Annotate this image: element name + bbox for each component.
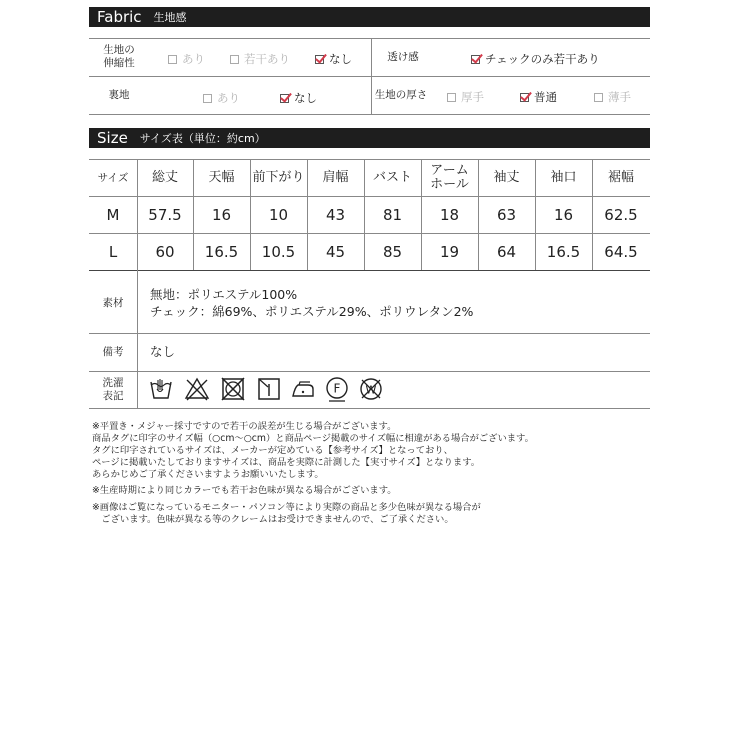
thickness-label: 生地の厚さ [374, 89, 428, 101]
neck-width-column-header: 天幅 [208, 169, 235, 185]
fabric-title: Fabric [97, 8, 142, 26]
note-line: ※平置き・メジャー採寸ですので若干の誤差が生じる場合がございます。 [92, 421, 397, 432]
hand-wash-icon [148, 376, 174, 402]
checkbox-icon [230, 55, 239, 64]
armhole-column-header: アーム ホール [430, 162, 469, 192]
stretch-option-slight: 若干あり [230, 51, 290, 67]
table-cell: 10 [268, 205, 289, 224]
thickness-option-thin: 薄手 [594, 89, 631, 105]
sheer-label: 透け感 [387, 51, 419, 63]
checkbox-checked-icon [520, 93, 529, 102]
table-cell: 16 [553, 205, 574, 224]
material-line-check: チェック：綿69%、ポリエステル29%、ポリウレタン2% [150, 304, 474, 319]
dry-clean-f-icon [324, 376, 350, 402]
note-line: ※画像はご覧になっているモニター・パソコン等により実際の商品と多少色味が異なる場合が [92, 502, 481, 513]
size-header-bar [89, 128, 650, 148]
size-title: Size [97, 129, 128, 147]
divider [89, 76, 650, 77]
table-cell: 16.5 [204, 242, 239, 261]
divider [371, 38, 372, 114]
lining-option-none: なし [280, 90, 317, 106]
divider [89, 38, 650, 39]
divider [89, 270, 650, 271]
divider [89, 371, 650, 372]
table-cell: 64 [496, 242, 517, 261]
checkbox-icon [447, 93, 456, 102]
hem-width-column-header: 裾幅 [607, 169, 634, 185]
table-cell: 10.5 [261, 242, 296, 261]
table-cell: 62.5 [604, 205, 638, 224]
note-line: ※生産時期により同じカラーでも若干お色味が異なる場合がございます。 [92, 485, 397, 496]
table-cell: 60 [155, 242, 175, 261]
table-cell: L [108, 242, 118, 261]
checkbox-checked-icon [315, 55, 324, 64]
material-text [150, 286, 473, 320]
care-label: 洗濯 表記 [102, 377, 124, 402]
divider [137, 270, 138, 408]
lining-option-yes: あり [203, 90, 240, 106]
table-cell: 43 [325, 205, 346, 224]
no-tumble-dry-icon [220, 376, 246, 402]
table-cell: 45 [325, 242, 346, 261]
divider [89, 333, 650, 334]
table-cell: 57.5 [148, 205, 182, 224]
table-cell: 85 [382, 242, 403, 261]
divider [89, 408, 650, 409]
bust-column-header: バスト [372, 169, 412, 185]
no-wet-clean-icon [358, 376, 384, 402]
line-dry-shade-icon [256, 376, 282, 402]
size-subtitle: サイズ表（単位：約cm） [139, 132, 266, 145]
stretch-label: 生地の 伸縮性 [103, 44, 135, 69]
table-cell: 16 [211, 205, 232, 224]
length-column-header: 総丈 [151, 169, 178, 185]
sleeve-length-column-header: 袖丈 [493, 169, 520, 185]
table-cell: 19 [439, 242, 460, 261]
note-line: 商品タグに印字のサイズ幅（○cm〜○cm）と商品ページ掲載のサイズ幅に相違がある場合がございます。 [92, 433, 534, 444]
divider [89, 114, 650, 115]
table-cell: 16.5 [546, 242, 581, 261]
material-label: 素材 [102, 297, 124, 309]
table-cell: M [106, 205, 120, 224]
table-cell: 18 [439, 205, 460, 224]
iron-low-icon [290, 376, 316, 402]
note-line: ございます。色味が異なる等のクレームはお受けできませんので、ご了承ください。 [92, 514, 454, 525]
fabric-header-bar [89, 7, 650, 27]
remarks-value: なし [150, 344, 176, 359]
no-bleach-icon [184, 376, 210, 402]
size-column-header: サイズ [97, 171, 129, 184]
thickness-option-thick: 厚手 [447, 89, 484, 105]
checkbox-icon [203, 94, 212, 103]
stretch-option-none: なし [315, 51, 352, 67]
checkbox-icon [594, 93, 603, 102]
checkbox-icon [168, 55, 177, 64]
shoulder-column-header: 肩幅 [322, 169, 349, 185]
svg-text:W: W [365, 383, 377, 397]
stretch-option-yes: あり [168, 51, 205, 67]
front-drop-column-header: 前下がり [252, 169, 305, 185]
sheer-option-check-only: チェックのみ若干あり [471, 51, 600, 67]
svg-text:F: F [333, 381, 341, 396]
material-line-solid: 無地：ポリエステル100% [150, 287, 298, 302]
fabric-subtitle: 生地感 [153, 11, 187, 24]
checkbox-checked-icon [471, 55, 480, 64]
table-cell: 81 [382, 205, 403, 224]
note-line: タグに印字されているサイズは、メーカーが定めている【参考サイズ】となっており、 [92, 445, 453, 456]
table-cell: 64.5 [604, 242, 638, 261]
checkbox-checked-icon [280, 94, 289, 103]
cuff-column-header: 袖口 [550, 169, 577, 185]
thickness-option-normal: 普通 [520, 89, 557, 105]
remarks-label: 備考 [102, 346, 124, 358]
table-cell: 63 [496, 205, 517, 224]
lining-label: 裏地 [108, 89, 130, 101]
note-line: ページに掲載いたしておりますサイズは、商品を実際に計測した【実寸サイズ】となります。 [92, 457, 481, 468]
note-line: あらかじめご了承くださいますようお願いいたします。 [92, 469, 324, 480]
